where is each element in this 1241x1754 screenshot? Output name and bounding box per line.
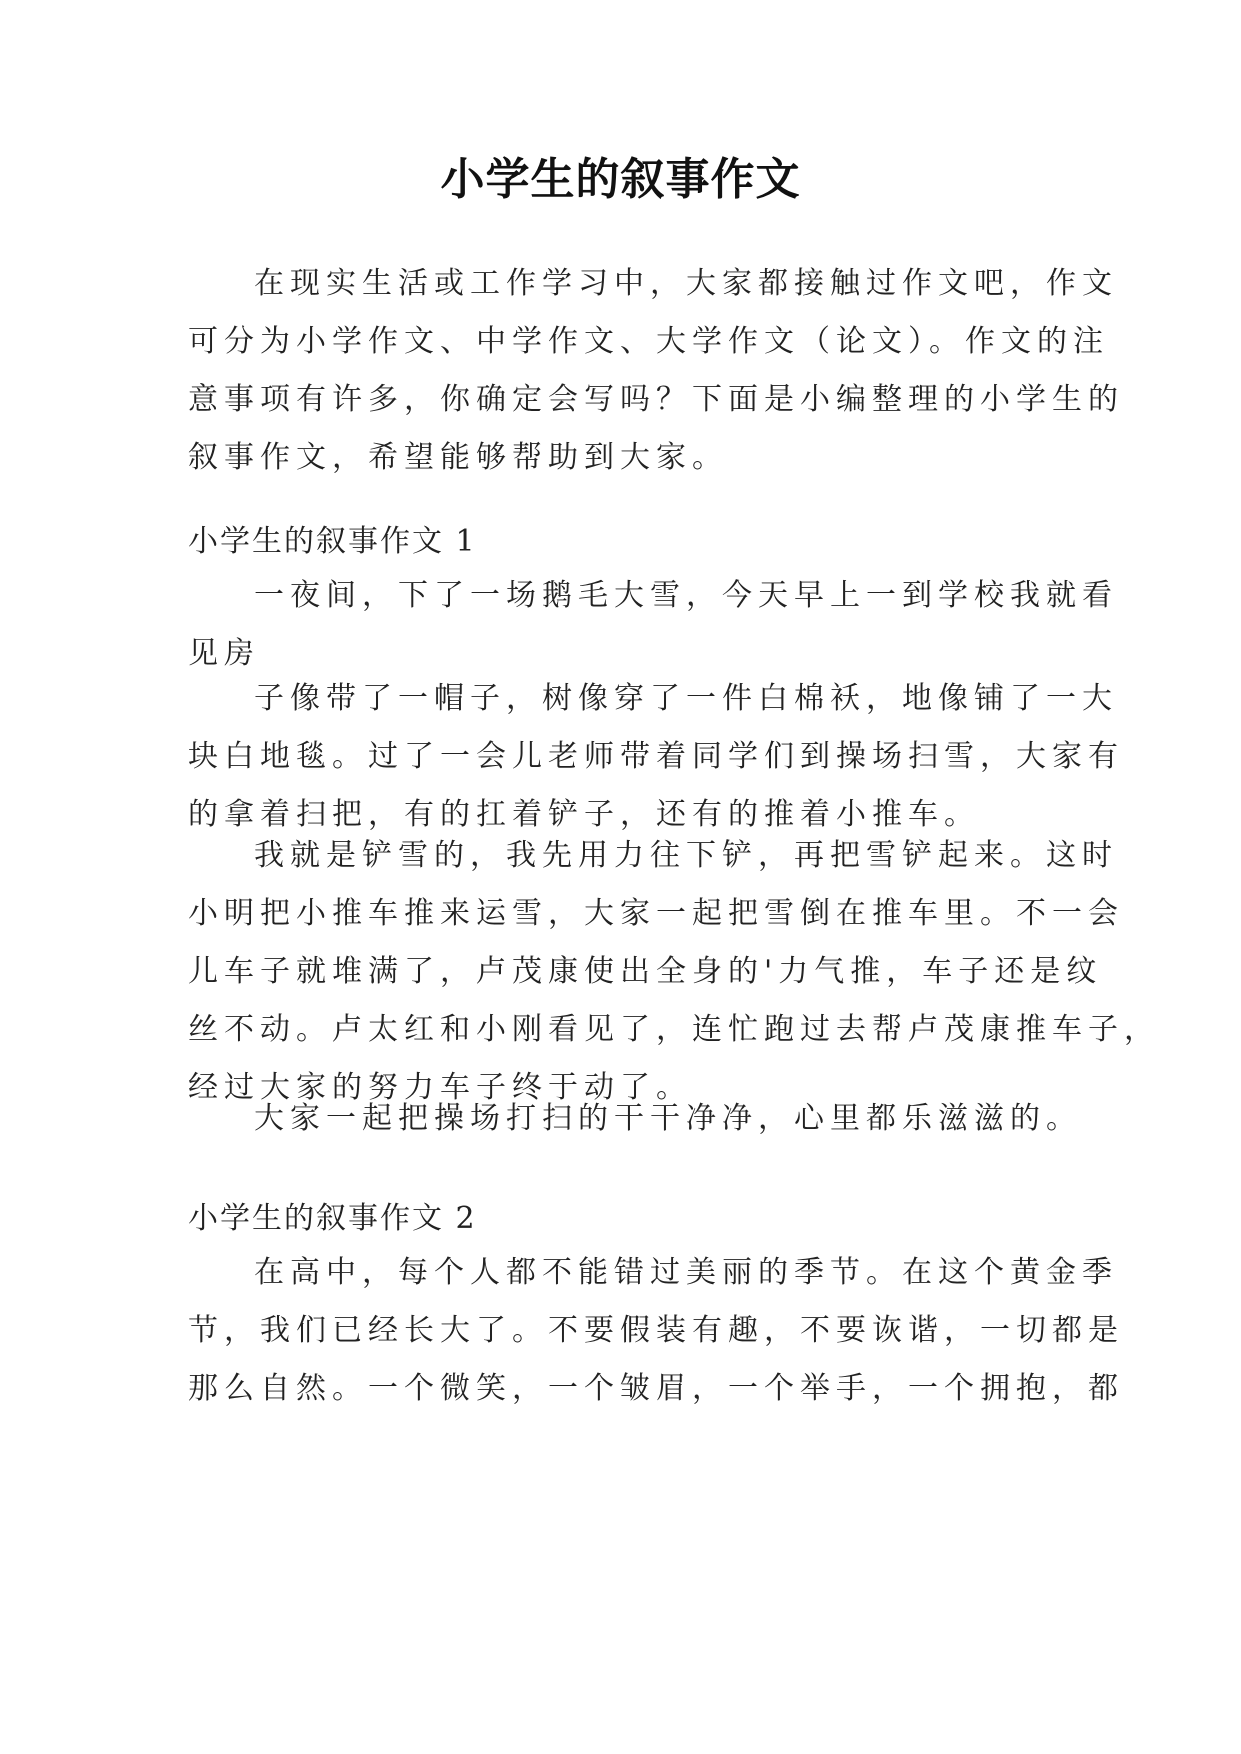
paragraph-line: 丝不动。卢太红和小刚看见了，连忙跑过去帮卢茂康推车子， [188,1012,1160,1047]
intro-line: 可分为小学作文、中学作文、大学作文（论文）。作文的注 [188,324,1109,359]
paragraph-line: 块白地毯。过了一会儿老师带着同学们到操场扫雪，大家有 [188,739,1124,774]
paragraph-line: 子像带了一帽子，树像穿了一件白棉袄，地像铺了一大 [254,681,1118,716]
intro-line: 意事项有许多，你确定会写吗？下面是小编整理的小学生的 [188,382,1124,417]
section-1-paragraph-1 [188,567,1118,683]
paragraph-line: 我就是铲雪的，我先用力往下铲，再把雪铲起来。这时 [254,838,1118,873]
paragraph-line: 见房 [188,636,260,671]
paragraph-line: 大家一起把操场打扫的干干净净，心里都乐滋滋的。 [254,1101,1082,1136]
paragraph-line: 节，我们已经长大了。不要假装有趣，不要诙谐，一切都是 [188,1313,1124,1348]
paragraph-line: 的拿着扫把，有的扛着铲子，还有的推着小推车。 [188,797,980,832]
section-2-heading: 小学生的叙事作文 2 [188,1201,477,1236]
paragraph-line: 小明把小推车推来运雪，大家一起把雪倒在推车里。不一会 [188,896,1124,931]
intro-line: 在现实生活或工作学习中，大家都接触过作文吧，作文 [254,266,1118,301]
paragraph-line: 一夜间，下了一场鹅毛大雪，今天早上一到学校我就看 [254,578,1118,613]
paragraph-line: 在高中，每个人都不能错过美丽的季节。在这个黄金季 [254,1255,1118,1290]
document-title: 小学生的叙事作文 [440,154,801,205]
section-1-paragraph-3 [188,827,1160,1117]
paragraph-line: 那么自然。一个微笑，一个皱眉，一个举手，一个拥抱，都 [188,1371,1124,1406]
paragraph-line: 儿车子就堆满了，卢茂康使出全身的'力气推，车子还是纹 [188,954,1103,989]
section-1-heading: 小学生的叙事作文 1 [188,524,477,559]
paragraph-line: 经过大家的努力车子终于动了。 [188,1070,692,1105]
intro-paragraph [188,255,1124,487]
section-1-paragraph-2 [188,670,1124,844]
intro-line: 叙事作文，希望能够帮助到大家。 [188,440,728,475]
section-1-paragraph-4 [188,1090,1082,1148]
section-2-paragraph-1 [188,1244,1124,1418]
